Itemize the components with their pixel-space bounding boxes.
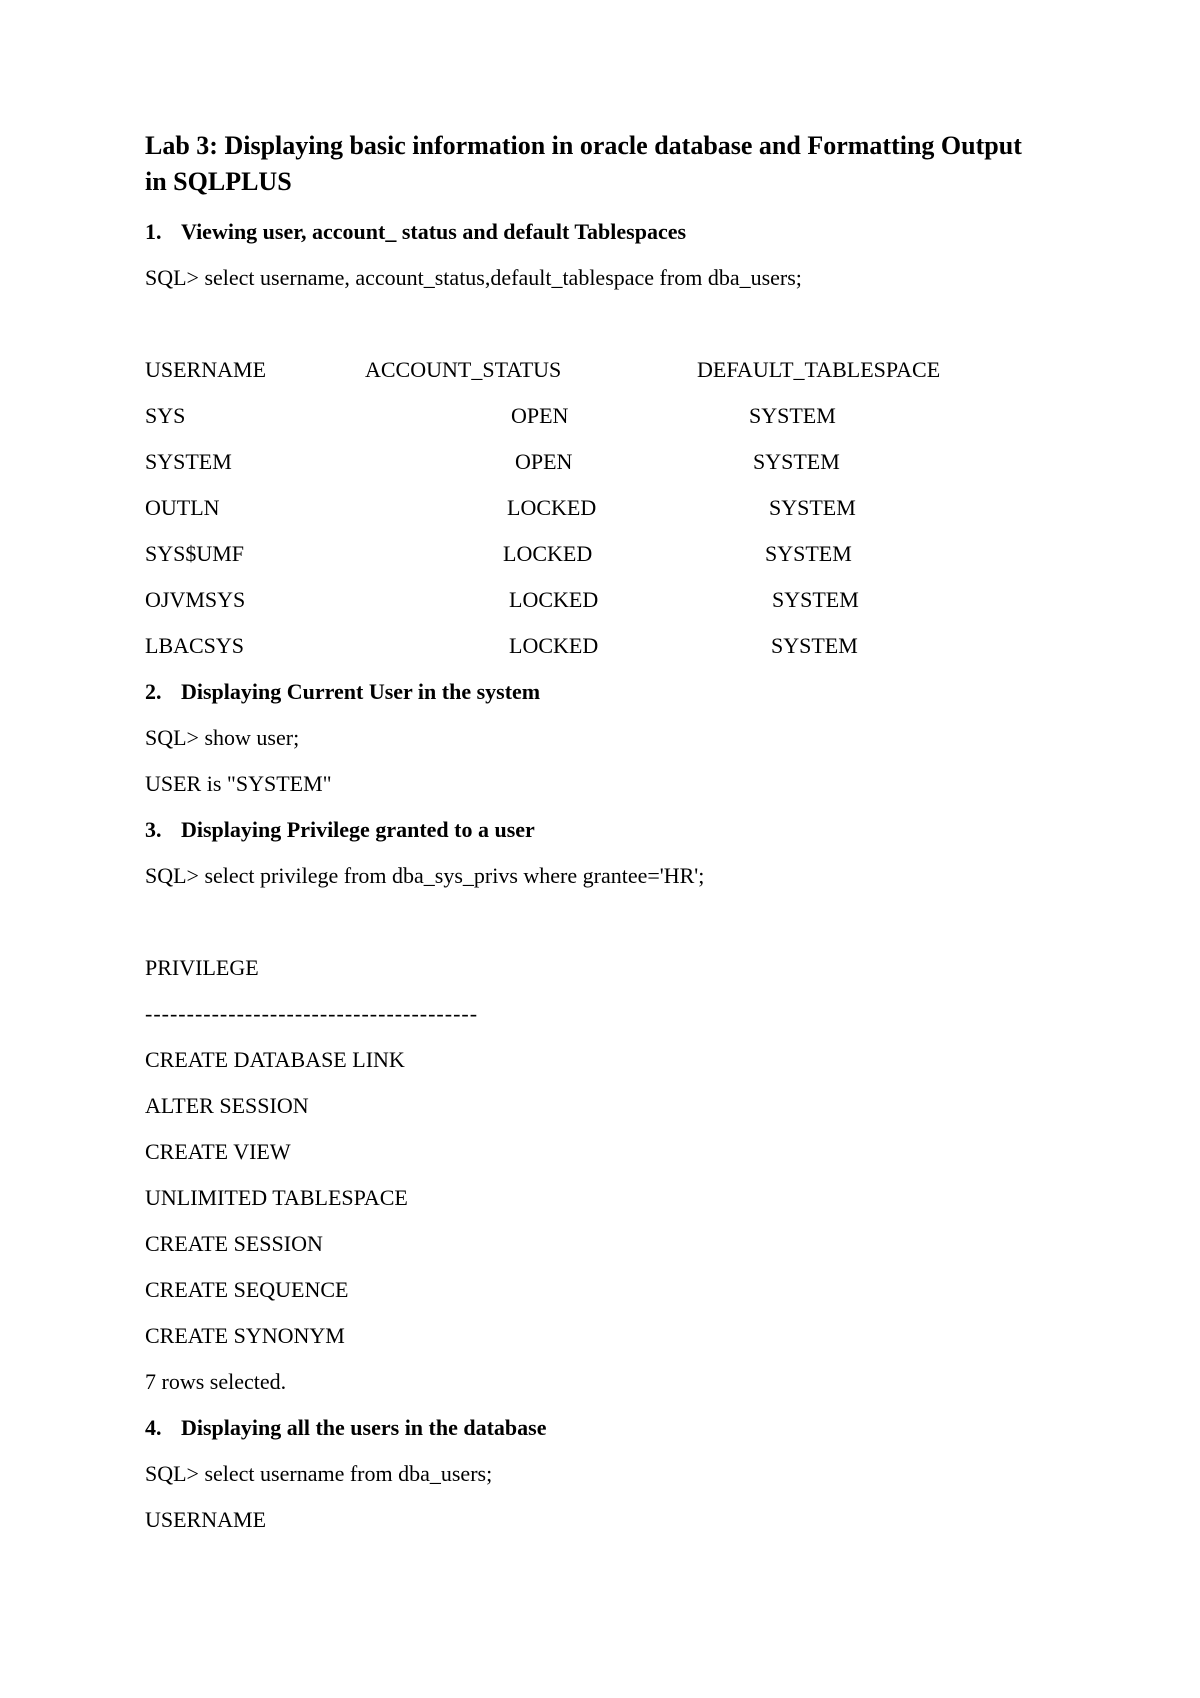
section-heading-3 — [145, 816, 1045, 844]
table-cell: SYS — [145, 403, 186, 428]
sql-command: SQL> show user; — [145, 725, 300, 750]
table-header-row — [145, 356, 1045, 384]
table-cell: SYSTEM — [753, 449, 840, 474]
page-title: Lab 3: Displaying basic information in oracle database and Formatting Output in SQLPLUS — [145, 131, 1022, 196]
section-number: 3. — [145, 817, 162, 842]
section-title: Displaying all the users in the database — [181, 1415, 547, 1440]
privilege-item: ALTER SESSION — [145, 1093, 309, 1118]
blank-line — [145, 908, 1045, 954]
table-row — [145, 586, 1045, 614]
document-page — [145, 128, 1045, 1552]
column-header: DEFAULT_TABLESPACE — [697, 357, 941, 382]
table-cell: OPEN — [515, 449, 573, 474]
table-row — [145, 540, 1045, 568]
table-cell: LOCKED — [503, 541, 593, 566]
privilege-item: UNLIMITED TABLESPACE — [145, 1185, 408, 1210]
section-heading-4 — [145, 1414, 1045, 1442]
privilege-item: CREATE SYNONYM — [145, 1323, 345, 1348]
table-cell: SYSTEM — [749, 403, 836, 428]
table-row — [145, 448, 1045, 476]
sql-command: SQL> select username, account_status,default_tablespace from dba_users; — [145, 265, 802, 290]
table-cell: OPEN — [511, 403, 569, 428]
table-cell: LOCKED — [507, 495, 597, 520]
section-heading-1 — [145, 218, 1045, 246]
table-cell: SYS$UMF — [145, 541, 245, 566]
section-number: 2. — [145, 679, 162, 704]
table-cell: SYSTEM — [145, 449, 232, 474]
rows-selected-summary: 7 rows selected. — [145, 1369, 287, 1394]
table-cell: SYSTEM — [769, 495, 856, 520]
section-number: 1. — [145, 219, 162, 244]
section-title: Viewing user, account_ status and default Tablespaces — [181, 219, 687, 244]
table-row — [145, 494, 1045, 522]
table-row — [145, 402, 1045, 430]
table-cell: OJVMSYS — [145, 587, 246, 612]
column-header: USERNAME — [145, 357, 267, 382]
separator-line: ---------------------------------------- — [145, 1001, 479, 1026]
section-heading-2 — [145, 678, 1045, 706]
sql-output: USER is "SYSTEM" — [145, 771, 332, 796]
sql-command: SQL> select privilege from dba_sys_privs where grantee='HR'; — [145, 863, 705, 888]
privilege-column-header: PRIVILEGE — [145, 955, 259, 980]
table-cell: LBACSYS — [145, 633, 245, 658]
table-cell: SYSTEM — [771, 633, 858, 658]
section-title: Displaying Current User in the system — [181, 679, 541, 704]
blank-line — [145, 310, 1045, 356]
column-header: ACCOUNT_STATUS — [365, 357, 562, 382]
section-title: Displaying Privilege granted to a user — [181, 817, 535, 842]
sql-output: USERNAME — [145, 1507, 267, 1532]
table-cell: OUTLN — [145, 495, 220, 520]
table-cell: SYSTEM — [765, 541, 852, 566]
sql-command: SQL> select username from dba_users; — [145, 1461, 493, 1486]
table-row — [145, 632, 1045, 660]
privilege-item: CREATE VIEW — [145, 1139, 291, 1164]
privilege-item: CREATE DATABASE LINK — [145, 1047, 405, 1072]
privilege-item: CREATE SESSION — [145, 1231, 323, 1256]
section-number: 4. — [145, 1415, 162, 1440]
table-cell: LOCKED — [509, 633, 599, 658]
privilege-item: CREATE SEQUENCE — [145, 1277, 349, 1302]
table-cell: SYSTEM — [772, 587, 859, 612]
table-cell: LOCKED — [509, 587, 599, 612]
